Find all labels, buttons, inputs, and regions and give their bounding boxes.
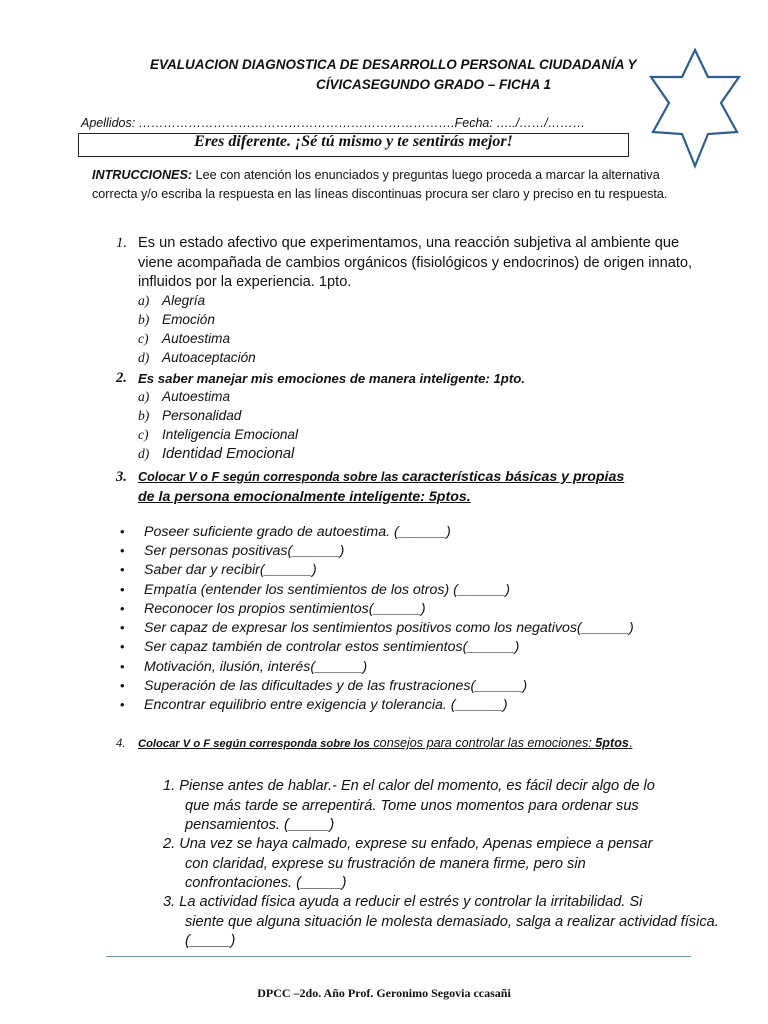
- list-item: [120, 639, 519, 655]
- option-text: Autoaceptación: [162, 350, 256, 365]
- list-item: [120, 659, 367, 675]
- option-text: Emoción: [162, 312, 215, 327]
- option-a: [138, 293, 205, 309]
- question-number: 1.: [116, 235, 127, 251]
- question-text-part: .: [628, 736, 633, 750]
- option-text: Autoestima: [162, 389, 231, 404]
- bullet-icon: •: [120, 562, 125, 577]
- option-letter: c): [138, 331, 149, 346]
- question-text: [138, 468, 624, 507]
- list-item-text: siente que alguna situación le molesta demasiado, salga a realizar actividad física.(_____): [185, 913, 719, 949]
- question-text: [138, 734, 632, 755]
- bullet-icon: •: [120, 639, 125, 654]
- title-line-2: CÍVICASEGUNDO GRADO – FICHA 1: [316, 77, 552, 92]
- bullet-icon: •: [120, 678, 125, 693]
- star-icon: [646, 46, 744, 170]
- question-text-part: Colocar V o F según corresponda sobre los: [138, 738, 370, 750]
- list-item-text: Reconocer los propios sentimientos(______): [144, 601, 426, 617]
- list-item: [163, 835, 723, 894]
- title-line-1: EVALUACION DIAGNOSTICA DE DESARROLLO PERSONAL CIUDADANÍA Y: [150, 57, 637, 72]
- question-text-part: 5ptos: [595, 736, 629, 750]
- question-text-part: de la persona emocionalmente inteligente: 5ptos.: [138, 488, 471, 505]
- question-1: [116, 234, 716, 294]
- footer-rule: [106, 956, 691, 957]
- question-text-part: características básicas y propias: [401, 469, 625, 485]
- list-item: [120, 620, 634, 636]
- option-letter: b): [138, 408, 150, 423]
- list-item-text: Ser personas positivas(______): [144, 543, 345, 559]
- list-item-text: Saber dar y recibir(______): [144, 562, 317, 578]
- motto-box: [78, 133, 629, 157]
- question-text-part: Colocar V o F según corresponda sobre las: [138, 470, 402, 484]
- list-item-text: Motivación, ilusión, interés(______): [144, 659, 368, 675]
- option-c: [138, 331, 230, 347]
- option-text: Personalidad: [162, 408, 242, 423]
- list-item-text: Encontrar equilibrio entre exigencia y tolerancia. (______): [144, 697, 508, 713]
- option-letter: d): [138, 446, 150, 461]
- bullet-icon: •: [120, 582, 125, 597]
- question-number: 2.: [116, 370, 127, 386]
- name-date-line: Apellidos: ………………………………………………………………….Fecha: …../……/………: [81, 116, 586, 130]
- list-item: [120, 562, 317, 578]
- option-b: [138, 312, 215, 328]
- instructions-label: INTRUCCIONES:: [92, 168, 193, 182]
- question-text-part: consejos para controlar las emociones:: [369, 736, 596, 750]
- instructions-text: Lee con atención los enunciados y preguntas luego proceda a marcar la alternativa correcta y/o escriba la respuesta en las líneas discontinuas procura ser claro y preciso en tu respuesta.: [92, 168, 668, 201]
- list-item-text: 2. Una vez se haya calmado, exprese su enfado, Apenas empiece a pensar: [163, 836, 653, 852]
- list-item-text: Empatía (entender los sentimientos de los otros) (______): [144, 582, 510, 598]
- question-text: Es saber manejar mis emociones de manera inteligente: 1pto.: [138, 371, 525, 386]
- option-letter: d): [138, 350, 150, 365]
- list-item-text: 1. Piense antes de hablar.- En el calor del momento, es fácil decir algo de lo: [163, 778, 655, 794]
- option-text: Alegría: [162, 293, 206, 308]
- option-text: Inteligencia Emocional: [162, 427, 299, 442]
- list-item: [120, 601, 426, 617]
- instructions: [92, 166, 692, 204]
- bullet-icon: •: [120, 543, 125, 558]
- list-item: [120, 524, 451, 540]
- option-b: [138, 408, 241, 424]
- option-letter: c): [138, 427, 149, 442]
- bullet-icon: •: [120, 620, 125, 635]
- list-item: [120, 697, 508, 713]
- question-number: 4.: [116, 736, 126, 750]
- list-item-text: Ser capaz también de controlar estos sentimientos(______): [144, 639, 520, 655]
- bullet-icon: •: [120, 697, 125, 712]
- option-d: [138, 446, 294, 462]
- list-item: [163, 893, 723, 952]
- option-letter: b): [138, 312, 150, 327]
- list-item: [120, 543, 344, 559]
- option-c: [138, 427, 298, 443]
- question-3: [116, 468, 716, 510]
- option-text: Autoestima: [162, 331, 231, 346]
- question-4: [116, 734, 716, 754]
- list-item-text: 3. La actividad física ayuda a reducir el estrés y controlar la irritabilidad. Si: [163, 894, 643, 910]
- list-item: [120, 582, 510, 598]
- footer: DPCC –2do. Año Prof. Geronimo Segovia ccasañi: [257, 986, 511, 1000]
- list-item-text: Poseer suficiente grado de autoestima. (______): [144, 524, 451, 540]
- bullet-icon: •: [120, 659, 125, 674]
- motto: Eres diferente. ¡Sé tú mismo y te sentirás mejor!: [194, 133, 513, 150]
- option-d: [138, 350, 256, 366]
- list-item-text: Ser capaz de expresar los sentimientos positivos como los negativos(______): [144, 620, 634, 636]
- list-item-text: que más tarde se arrepentirá. Tome unos momentos para ordenar sus pensamientos. (_____): [185, 797, 639, 833]
- option-letter: a): [138, 389, 150, 404]
- bullet-icon: •: [120, 524, 125, 539]
- question-number: 3.: [116, 469, 127, 485]
- question-text: Es un estado afectivo que experimentamos, una reacción subjetiva al ambiente que viene acompañada de cambios orgánicos (fisiológicos y endocrinos) de origen innato, influidos por la experiencia. 1pto.: [138, 235, 693, 290]
- option-letter: a): [138, 293, 150, 308]
- list-item-text: Superación de las dificultades y de las frustraciones(______): [144, 678, 528, 694]
- bullet-icon: •: [120, 601, 125, 616]
- list-item: [163, 777, 723, 836]
- list-item: [120, 678, 527, 694]
- option-a: [138, 389, 230, 405]
- question-2: [116, 369, 716, 389]
- option-text: Identidad Emocional: [162, 446, 295, 462]
- list-item-text: con claridad, exprese su frustración de manera firme, pero sin confrontaciones. (_____): [185, 855, 586, 891]
